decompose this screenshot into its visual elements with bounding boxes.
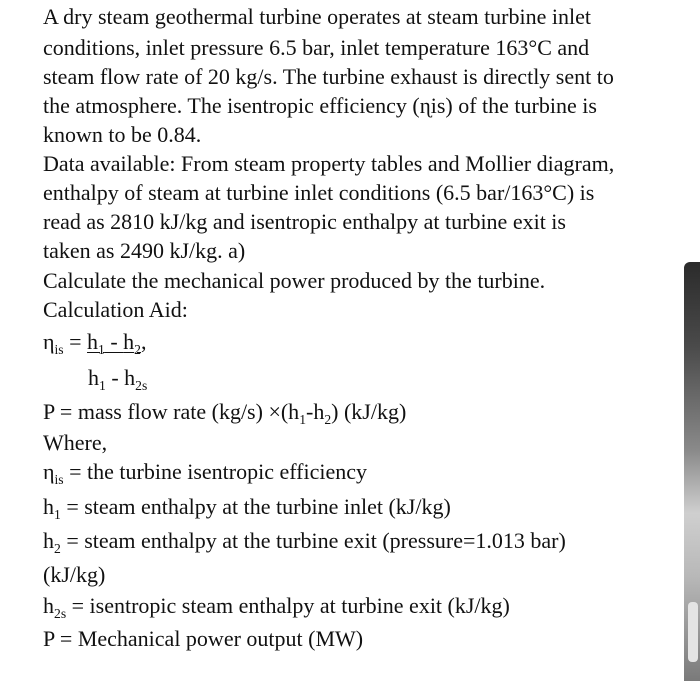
problem-line: enthalpy of steam at turbine inlet conditions (6.5 bar/163°C) is (43, 180, 595, 205)
problem-line: the atmosphere. The isentropic efficiency (ɳis) of the turbine is (43, 93, 597, 118)
efficiency-formula-denominator: $h_1 - h_{2s}$ (88, 365, 148, 393)
definition-power: P = Mechanical power output (MW) (43, 626, 364, 651)
power-formula: P = mass flow rate $(kg/s) \times(h_1-h_2)$ (kJ/kg) (43, 399, 407, 427)
background-photo-edge (684, 262, 700, 681)
problem-line: taken as 2490 kJ/kg. a) (43, 238, 246, 263)
problem-line: known to be 0.84. (43, 122, 202, 147)
problem-line: Calculate the mechanical power produced by the turbine. (43, 268, 546, 293)
definition-eta: $\eta_{is}$ = the turbine isentropic efficiency (43, 459, 368, 487)
problem-line: steam flow rate of 20 kg/s. The turbine exhaust is directly sent to (43, 64, 614, 89)
problem-line: Calculation Aid: (43, 297, 188, 322)
problem-line: Data available: From steam property tables and Mollier diagram, (43, 151, 615, 176)
efficiency-formula-numerator: $\eta_{is} = h_1 - h_2$, (43, 329, 147, 357)
problem-line: A dry steam geothermal turbine operates at steam turbine inlet (43, 4, 591, 29)
fraction-numerator: $h_1 - h_2$ (87, 329, 141, 357)
definition-h1: $h_1$ = steam enthalpy at the turbine inlet (kJ/kg) (43, 494, 451, 522)
definition-h2-continued: (kJ/kg) (43, 562, 106, 587)
problem-line: read as 2810 kJ/kg and isentropic enthalpy at turbine exit is (43, 209, 566, 234)
eta-symbol: η (43, 329, 55, 354)
definition-h2s: $h_{2s}$ = isentropic steam enthalpy at turbine exit (kJ/kg) (43, 593, 510, 621)
problem-line: conditions, inlet pressure 6.5 bar, inlet temperature 163°C and (43, 35, 590, 60)
definition-h2: $h_2$ = steam enthalpy at the turbine exit (pressure=1.013 bar) (43, 528, 566, 556)
where-label: Where, (43, 430, 108, 455)
